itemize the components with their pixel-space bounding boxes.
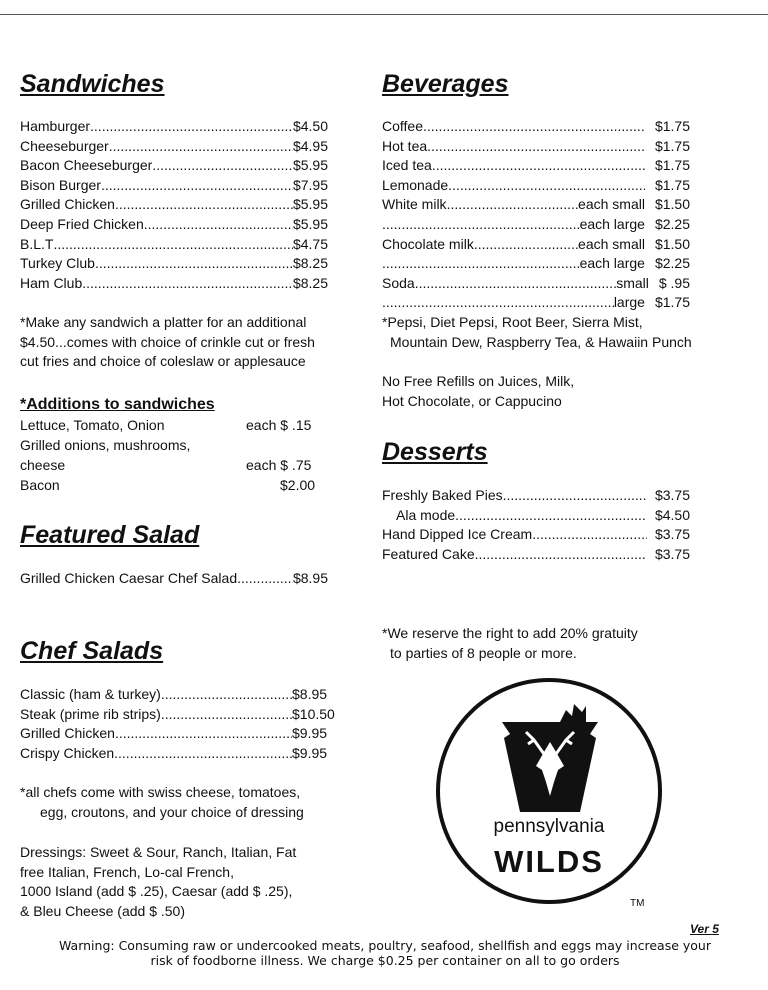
item-name: Hamburger xyxy=(20,118,91,134)
menu-item xyxy=(382,176,690,196)
leader-dots xyxy=(423,117,645,137)
leader-dots xyxy=(503,486,647,506)
item-name: Turkey Club xyxy=(20,255,95,272)
item-price: $1.75 xyxy=(654,137,690,154)
note-line: *all chefs come with swiss cheese, tomatoes, xyxy=(20,784,301,800)
item-size: small xyxy=(616,274,649,291)
gratuity-note xyxy=(382,624,638,663)
item-price: $8.95 xyxy=(292,570,328,586)
menu-item xyxy=(20,705,338,725)
beverages-heading: Beverages xyxy=(382,70,509,98)
soda-note xyxy=(382,313,692,352)
menu-item xyxy=(20,235,328,255)
menu-item xyxy=(382,293,690,313)
health-warning xyxy=(40,938,730,968)
menu-item xyxy=(20,137,328,157)
leader-dots xyxy=(152,156,293,176)
item-name: Grilled Chicken xyxy=(20,725,115,742)
top-rule xyxy=(0,14,768,15)
leader-dots xyxy=(90,117,293,137)
item-price: $4.50 xyxy=(292,118,328,134)
menu-item xyxy=(20,176,328,196)
menu-item xyxy=(20,156,328,176)
item-name: Hot tea xyxy=(382,137,428,154)
item-price: $3.75 xyxy=(654,545,690,562)
item-size: each large xyxy=(579,216,645,232)
trademark-symbol: TM xyxy=(630,898,645,909)
item-size: each large xyxy=(579,255,645,272)
version-label: Ver 5 xyxy=(690,922,719,936)
item-name: White milk xyxy=(382,196,447,213)
note-line: cut fries and choice of coleslaw or applesauce xyxy=(20,353,306,370)
menu-item xyxy=(20,215,328,235)
leader-dots xyxy=(82,274,293,294)
note-line: to parties of 8 people or more. xyxy=(390,644,577,661)
item-price: $3.75 xyxy=(654,487,690,503)
item-size: each small xyxy=(578,235,645,252)
item-name: Ham Club xyxy=(20,274,83,291)
menu-item xyxy=(382,274,690,294)
item-price: $1.50 xyxy=(654,196,690,213)
warning-line: risk of foodborne illness. We charge $0.25 per container on all to go orders xyxy=(150,953,620,968)
leader-dots xyxy=(114,744,292,764)
item-name: Crispy Chicken xyxy=(20,744,115,761)
leader-dots xyxy=(455,506,647,526)
leader-dots xyxy=(95,254,293,274)
item-price: $5.95 xyxy=(292,216,328,232)
item-name: Hand Dipped Ice Cream xyxy=(382,526,533,543)
note-line: egg, croutons, and your choice of dressing xyxy=(40,803,304,820)
item-price: $5.95 xyxy=(292,196,328,213)
leader-dots xyxy=(448,176,645,196)
desserts-heading: Desserts xyxy=(382,438,488,466)
chef-salads-heading: Chef Salads xyxy=(20,637,164,665)
refill-note xyxy=(382,372,574,411)
menu-item xyxy=(20,117,328,137)
addition-price: each $ .15 xyxy=(246,417,312,433)
leader-dots xyxy=(427,137,645,157)
item-price: $8.25 xyxy=(292,274,328,291)
note-line: Mountain Dew, Raspberry Tea, & Hawaiin Punch xyxy=(390,333,692,350)
logo-text-state: pennsylvania xyxy=(493,816,605,837)
item-name: Featured Cake xyxy=(382,545,475,562)
leader-dots xyxy=(382,215,580,235)
addition-price: each $ .75 xyxy=(246,457,312,473)
dressings-list xyxy=(20,843,296,921)
platter-note xyxy=(20,313,315,372)
warning-line: Warning: Consuming raw or undercooked meats, poultry, seafood, shellfish and eggs may increase your xyxy=(59,938,711,953)
menu-item xyxy=(382,254,690,274)
item-size: each small xyxy=(578,196,645,213)
chef-salads-note xyxy=(20,783,304,822)
menu-item xyxy=(382,137,690,157)
pennsylvania-wilds-logo xyxy=(436,678,662,904)
menu-item xyxy=(382,215,690,235)
menu-item xyxy=(382,525,690,545)
leader-dots xyxy=(382,254,580,274)
item-price: $1.75 xyxy=(654,176,690,193)
keystone-deer-icon xyxy=(440,682,658,812)
leader-dots xyxy=(53,235,292,255)
item-name: Coffee xyxy=(382,118,423,134)
additions-heading: *Additions to sandwiches xyxy=(20,396,215,413)
menu-item xyxy=(382,195,690,215)
leader-dots xyxy=(382,293,614,313)
item-price: $2.25 xyxy=(654,216,690,232)
item-name: Deep Fried Chicken xyxy=(20,216,144,232)
featured-salad-heading: Featured Salad xyxy=(20,521,200,549)
note-line: No Free Refills on Juices, Milk, xyxy=(382,373,575,389)
menu-item xyxy=(20,195,328,215)
item-name: Bison Burger xyxy=(20,176,101,193)
item-name: Grilled Chicken xyxy=(20,196,115,213)
menu-item xyxy=(20,569,328,589)
addition-line: Grilled onions, mushrooms, xyxy=(20,437,191,453)
item-name: Cheeseburger xyxy=(20,137,109,154)
addition-line: Bacon xyxy=(20,477,60,493)
item-price: $1.50 xyxy=(654,235,690,252)
leader-dots xyxy=(101,176,293,196)
leader-dots xyxy=(115,195,293,215)
item-price: $8.25 xyxy=(292,255,328,272)
item-name: Freshly Baked Pies xyxy=(382,487,503,503)
item-name: Chocolate milk xyxy=(382,235,474,252)
menu-item xyxy=(382,235,690,255)
menu-item xyxy=(382,545,690,565)
note-line: *Pepsi, Diet Pepsi, Root Beer, Sierra Mist, xyxy=(382,314,643,330)
item-name: Lemonade xyxy=(382,176,449,193)
note-line: *We reserve the right to add 20% gratuity xyxy=(382,625,638,641)
item-price: $4.75 xyxy=(292,235,328,252)
item-price: $7.95 xyxy=(292,176,328,193)
item-price: $10.50 xyxy=(292,705,335,722)
menu-item xyxy=(20,724,338,744)
leader-dots xyxy=(532,525,647,545)
leader-dots xyxy=(475,545,647,565)
menu-item xyxy=(20,254,328,274)
leader-dots xyxy=(144,215,293,235)
item-name: Grilled Chicken Caesar Chef Salad xyxy=(20,570,238,586)
sandwiches-heading: Sandwiches xyxy=(20,70,165,98)
menu-item xyxy=(382,156,690,176)
leader-dots xyxy=(161,705,292,725)
leader-dots xyxy=(237,569,293,589)
item-price: $1.75 xyxy=(654,157,690,174)
menu-item xyxy=(382,117,690,137)
item-name: B.L.T xyxy=(20,235,54,252)
item-name: Iced tea xyxy=(382,157,432,174)
leader-dots xyxy=(161,685,292,705)
item-name: Steak (prime rib strips) xyxy=(20,705,161,722)
leader-dots xyxy=(447,195,578,215)
item-price: $3.75 xyxy=(654,526,690,543)
logo-text-wilds: WILDS xyxy=(494,844,604,879)
leader-dots xyxy=(115,724,292,744)
item-price: $1.75 xyxy=(654,294,690,311)
menu-item xyxy=(382,486,690,506)
item-price: $9.95 xyxy=(292,744,328,761)
note-line: Hot Chocolate, or Cappucino xyxy=(382,392,562,409)
note-line: *Make any sandwich a platter for an additional xyxy=(20,314,307,330)
item-price: $ .95 xyxy=(658,274,690,291)
leader-dots xyxy=(109,137,293,157)
item-price: $8.95 xyxy=(292,686,328,702)
addition-line: cheese xyxy=(20,457,66,473)
menu-item xyxy=(20,685,338,705)
item-name: Soda xyxy=(382,274,415,291)
item-name: Classic (ham & turkey) xyxy=(20,686,161,702)
leader-dots xyxy=(415,274,616,294)
item-price: $4.50 xyxy=(654,506,690,523)
item-price: $9.95 xyxy=(292,725,328,742)
menu-item xyxy=(20,744,338,764)
leader-dots xyxy=(474,235,578,255)
dressing-line: free Italian, French, Lo-cal French, xyxy=(20,863,234,880)
dressing-line: Dressings: Sweet & Sour, Ranch, Italian, Fat xyxy=(20,844,297,860)
item-price: $4.95 xyxy=(292,137,328,154)
leader-dots xyxy=(432,156,645,176)
dressing-line: 1000 Island (add $ .25), Caesar (add $ .25), xyxy=(20,883,293,900)
note-line: $4.50...comes with choice of crinkle cut or fresh xyxy=(20,333,315,350)
item-name: Ala mode xyxy=(396,506,456,523)
dressing-line: & Bleu Cheese (add $ .50) xyxy=(20,902,185,919)
menu-item xyxy=(20,274,328,294)
item-name: Bacon Cheeseburger xyxy=(20,157,153,174)
item-price: $5.95 xyxy=(292,157,328,174)
item-price: $1.75 xyxy=(654,118,690,134)
menu-item xyxy=(396,506,690,526)
addition-price: $2.00 xyxy=(280,477,316,493)
item-size: large xyxy=(613,294,645,311)
item-price: $2.25 xyxy=(654,255,690,272)
addition-line: Lettuce, Tomato, Onion xyxy=(20,417,165,433)
